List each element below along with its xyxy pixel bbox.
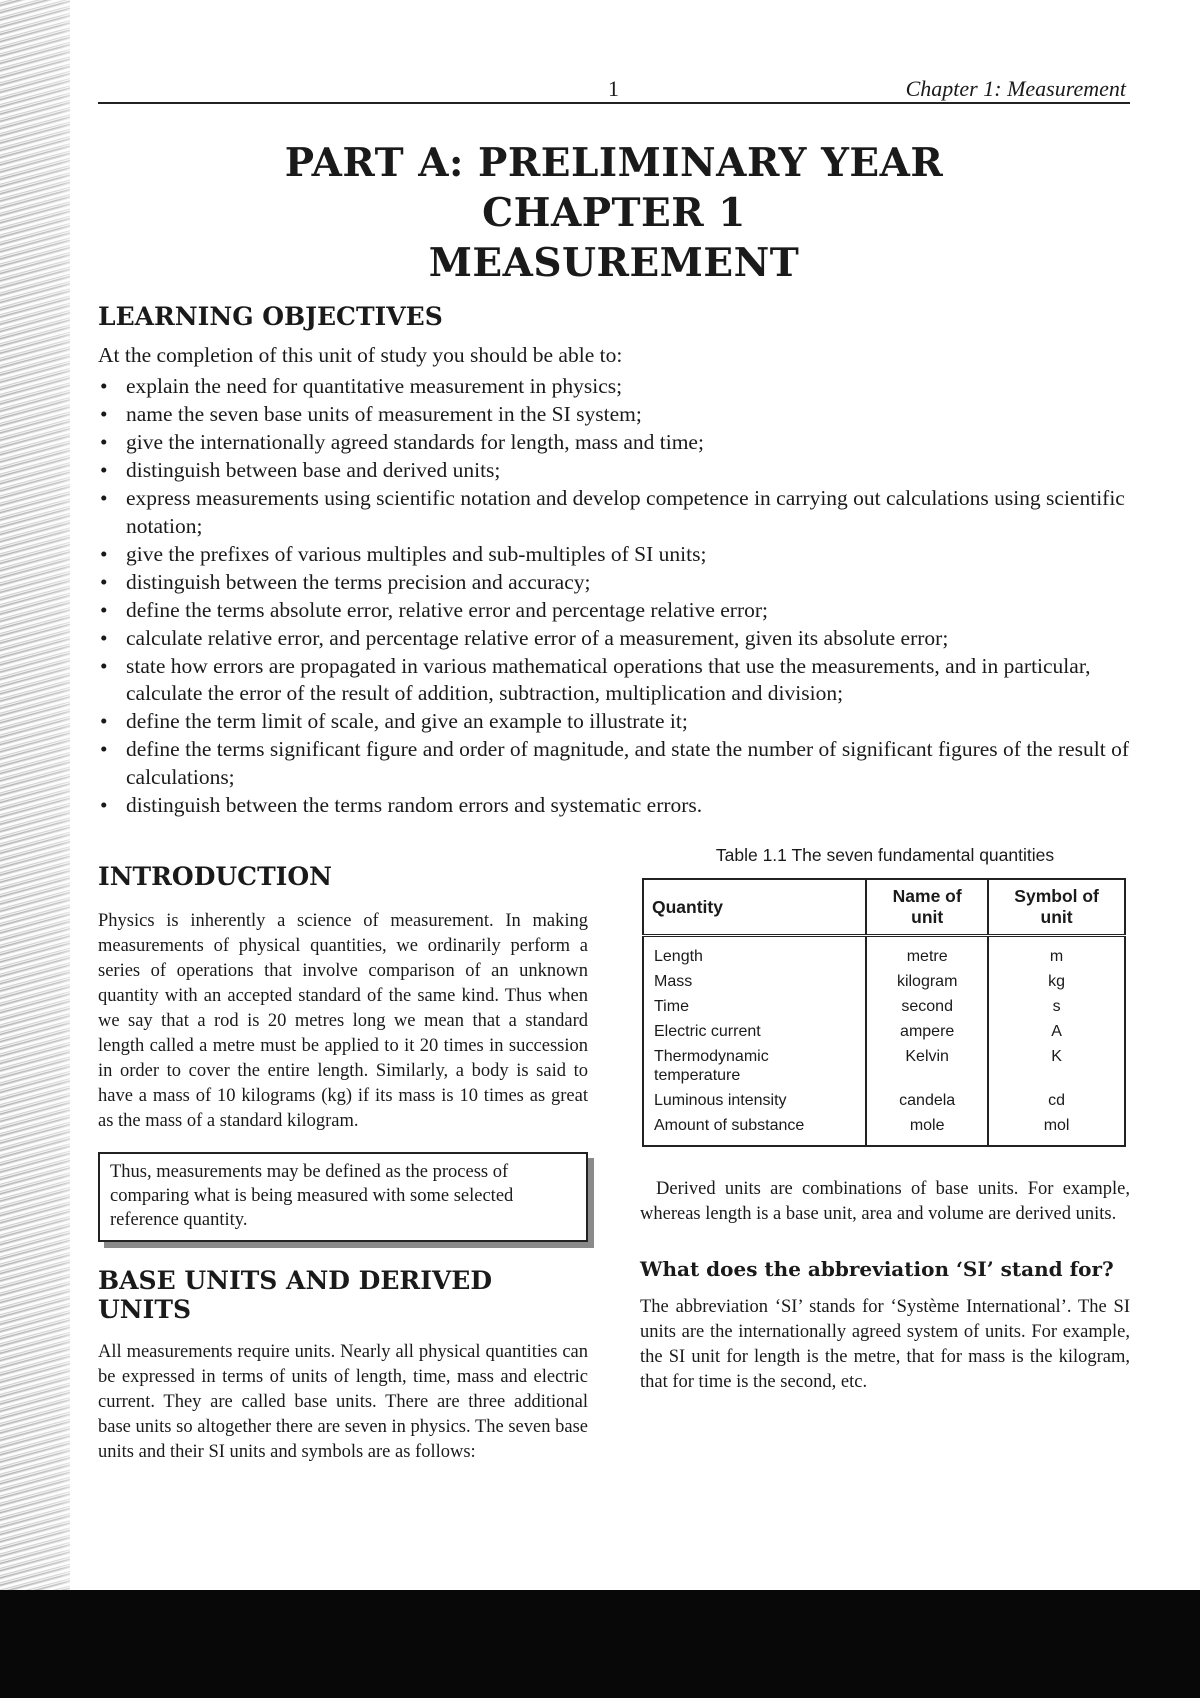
- chapter-reference: Chapter 1: Measurement: [905, 76, 1126, 101]
- bullet-icon: •: [100, 486, 108, 510]
- table-cell: Length: [643, 936, 866, 970]
- bullet-icon: •: [100, 737, 108, 761]
- definition-box: [98, 1152, 588, 1242]
- table-cell: metre: [866, 936, 988, 970]
- chapter-name: MEASUREMENT: [428, 240, 800, 286]
- table-cell: Kelvin: [866, 1044, 988, 1088]
- objectives-heading: LEARNING OBJECTIVES: [98, 302, 443, 331]
- introduction-paragraph: Physics is inherently a science of measurement. In making measurements of physical quantities, we ordinarily perform a series of operations that involve comparison of an unknown quantity with an accepted standard of the same kind. Thus when we say that a rod is 20 metres long we mean that a standard length called a metre must be applied to it 20 times in succession in order to cover the entire length. Similarly, a body is said to have a mass of 10 kilograms (kg) if its mass is 10 times as great as the mass of a standard kilogram.: [98, 911, 588, 1131]
- bullet-icon: •: [100, 792, 108, 817]
- derived-units-paragraph: Derived units are combinations of base units. For example, whereas length is a base unit, area and volume are derived units.: [640, 1179, 1130, 1224]
- table-cell: Mass: [643, 969, 866, 994]
- list-item: • define the terms absolute error, relative error and percentage relative error;: [98, 597, 1132, 625]
- table-row: [643, 1019, 1125, 1044]
- column-header: Symbol of unit: [988, 879, 1125, 936]
- bullet-icon: •: [100, 709, 108, 733]
- table-cell: s: [988, 994, 1125, 1019]
- scan-bottom-shadow: [0, 1590, 1200, 1698]
- list-item: • define the terms significant figure and order of magnitude, and state the number of significant figures of the result of calculations;: [100, 737, 1130, 789]
- running-header: [98, 70, 1130, 104]
- table-header-row: [643, 879, 1125, 936]
- table-row: [643, 936, 1125, 970]
- base-units-heading: BASE UNITS AND DERIVED UNITS: [98, 1266, 493, 1324]
- list-item: • name the seven base units of measurement in the SI system;: [98, 401, 1132, 429]
- list-item: • define the term limit of scale, and give an example to illustrate it;: [98, 708, 1132, 736]
- learning-objectives: [98, 302, 1132, 820]
- si-answer-paragraph: The abbreviation ‘SI’ stands for ‘Système International’. The SI units are the internationally agreed system of units. For example, the SI unit for length is the metre, that for mass is the kilogram, that for time is the second, etc.: [640, 1297, 1130, 1392]
- objectives-list: [98, 373, 1132, 819]
- table-caption: Table 1.1 The seven fundamental quantities: [715, 845, 1055, 865]
- si-question-heading: What does the abbreviation ‘SI’ stand for?: [640, 1257, 1114, 1281]
- list-item: • state how errors are propagated in various mathematical operations that use the measurements, and in particular, calculate the error of the result of addition, subtraction, multiplication and division;: [100, 653, 1091, 705]
- base-units-paragraph: All measurements require units. Nearly all physical quantities can be expressed in terms of units of length, time, mass and electric current. They are called base units. There are three additional base units so altogether there are seven in physics. The seven base units and their SI units and symbols are as follows:: [98, 1342, 588, 1462]
- table-cell: mole: [866, 1113, 988, 1146]
- table-cell: second: [866, 994, 988, 1019]
- bullet-icon: •: [100, 569, 108, 594]
- list-item: • distinguish between the terms precision and accuracy;: [98, 569, 1132, 597]
- chapter-number: CHAPTER 1: [482, 190, 746, 236]
- page-number: 1: [608, 76, 619, 101]
- bullet-icon: •: [100, 430, 108, 454]
- table-cell: m: [988, 936, 1125, 970]
- table-cell: Electric current: [643, 1019, 866, 1044]
- bullet-icon: •: [100, 458, 108, 482]
- objectives-intro: At the completion of this unit of study you should be able to:: [98, 343, 623, 367]
- list-item: • give the prefixes of various multiples and sub-multiples of SI units;: [98, 541, 1132, 569]
- right-column: [640, 845, 1130, 1395]
- part-title: PART A: PRELIMINARY YEAR: [284, 140, 944, 186]
- list-item: • distinguish between base and derived units;: [98, 457, 1132, 485]
- chapter-title: [98, 138, 1130, 288]
- bullet-icon: •: [100, 541, 108, 566]
- bullet-icon: •: [100, 625, 108, 650]
- table-row: [643, 1113, 1125, 1146]
- table-row: [643, 994, 1125, 1019]
- table-cell: K: [988, 1044, 1125, 1088]
- column-header: Quantity: [643, 879, 866, 936]
- fundamental-quantities-table: [642, 878, 1126, 1147]
- introduction-heading: INTRODUCTION: [98, 862, 333, 891]
- list-item: • calculate relative error, and percentage relative error of a measurement, given its absolute error;: [98, 625, 1132, 653]
- table-cell: cd: [988, 1088, 1125, 1113]
- bullet-icon: •: [100, 402, 108, 426]
- table-cell: kilogram: [866, 969, 988, 994]
- table-row: [643, 969, 1125, 994]
- table-row: [643, 1044, 1125, 1088]
- column-header: Name of unit: [866, 879, 988, 936]
- list-item: • explain the need for quantitative measurement in physics;: [98, 373, 1132, 401]
- bullet-icon: •: [100, 374, 108, 398]
- list-item: • give the internationally agreed standards for length, mass and time;: [98, 429, 1132, 457]
- table-cell: ampere: [866, 1019, 988, 1044]
- table-cell: kg: [988, 969, 1125, 994]
- list-item: • express measurements using scientific notation and develop competence in carrying out calculations using scientific notation;: [100, 486, 1125, 538]
- table-cell: Amount of substance: [643, 1113, 866, 1146]
- definition-text: Thus, measurements may be defined as the process of comparing what is being measured with some selected reference quantity.: [110, 1162, 514, 1230]
- table-cell: Luminous intensity: [643, 1088, 866, 1113]
- table-cell: Time: [643, 994, 866, 1019]
- binding-fade: [0, 0, 90, 1590]
- list-item: • distinguish between the terms random errors and systematic errors.: [98, 792, 1132, 820]
- bullet-icon: •: [100, 653, 108, 678]
- table-cell: A: [988, 1019, 1125, 1044]
- left-column: [98, 862, 588, 1465]
- table-row: [643, 1088, 1125, 1113]
- table-cell: candela: [866, 1088, 988, 1113]
- bullet-icon: •: [100, 597, 108, 622]
- table-cell: mol: [988, 1113, 1125, 1146]
- table-cell: Thermodynamic temperature: [643, 1044, 866, 1088]
